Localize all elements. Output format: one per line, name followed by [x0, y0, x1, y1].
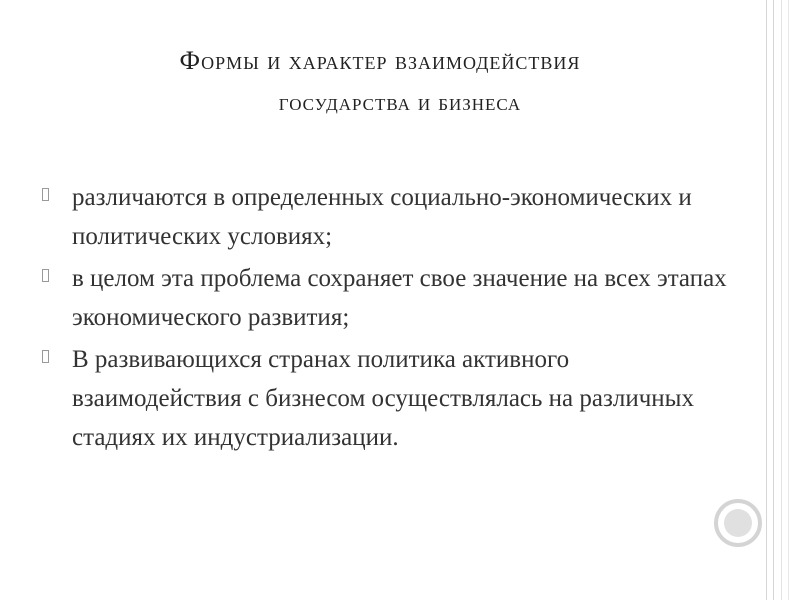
bullet-icon: [42, 350, 49, 363]
border-line: [773, 0, 774, 600]
title-line-1: Формы и характер взаимодействия: [179, 46, 581, 75]
bullet-text: в целом эта проблема сохраняет свое значение на всех этапах экономического развития;: [72, 265, 727, 331]
bullet-item: [42, 178, 742, 256]
border-line: [788, 0, 789, 600]
bullet-item: [42, 259, 742, 337]
bullet-item: [42, 340, 742, 457]
bullet-list: [42, 178, 742, 460]
border-line: [766, 0, 767, 600]
circle-decoration-icon: [714, 499, 762, 547]
bullet-text: В развивающихся странах политика активного взаимодействия с бизнесом осуществлялась на различных стадиях их индустриализации.: [72, 346, 694, 451]
title-line-2: государства и бизнеса: [278, 90, 522, 116]
border-line: [781, 0, 782, 600]
slide-title: [60, 40, 700, 124]
bullet-text: различаются в определенных социально-экономических и политических условиях;: [72, 184, 692, 250]
bullet-icon: [42, 188, 49, 201]
bullet-icon: [42, 269, 49, 282]
